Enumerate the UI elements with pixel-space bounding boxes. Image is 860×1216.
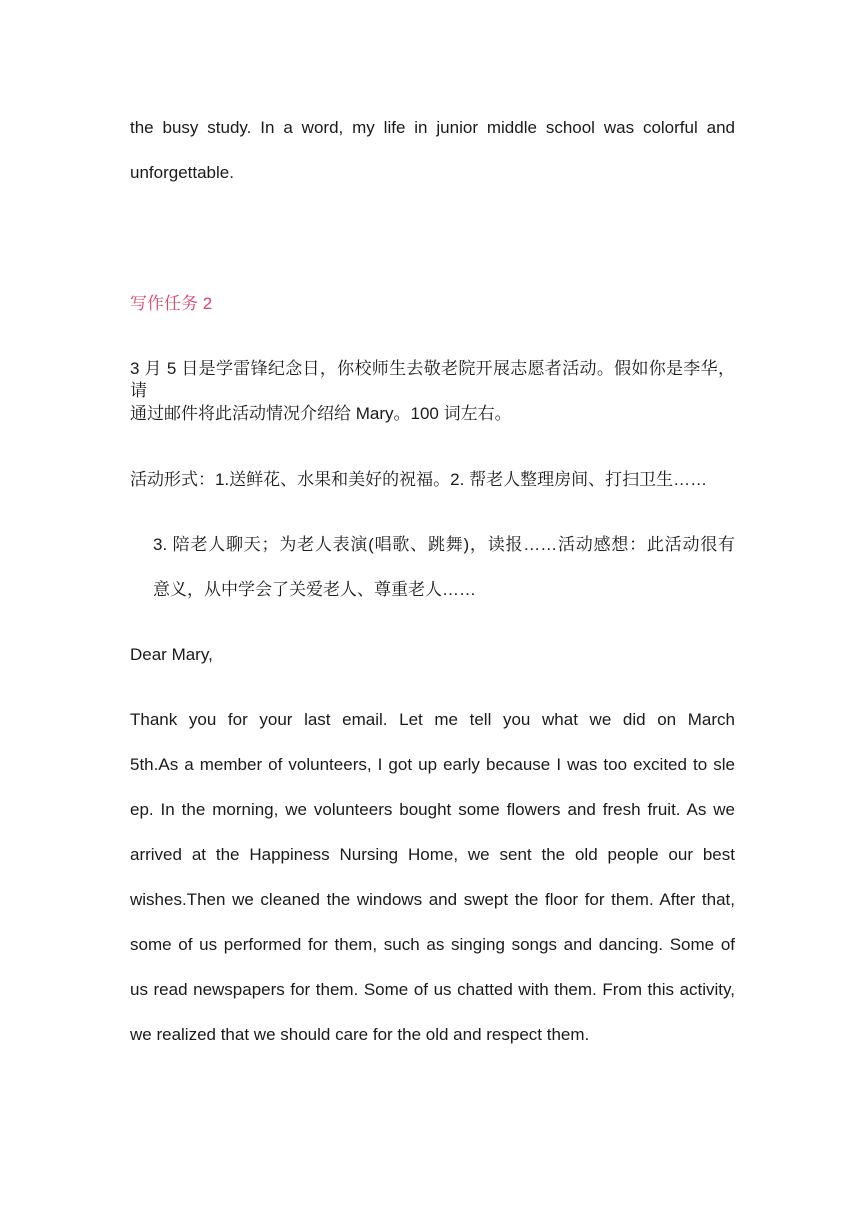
essay-continuation-line: unforgettable.: [130, 163, 234, 182]
essay-continuation-line: the busy study. In a word, my life in junior middle school was colorful and: [130, 118, 735, 137]
letter-body-line: us read newspapers for them. Some of us chatted with them. From this activity,: [130, 980, 735, 999]
activity-detail-line: 3. 陪老人聊天；为老人表演(唱歌、跳舞)，读报……活动感想：此活动很有: [153, 535, 735, 554]
letter-body-line: ep. In the morning, we volunteers bought some flowers and fresh fruit. As we: [130, 800, 735, 819]
activity-detail-line: 意义，从中学会了关爱老人、尊重老人……: [153, 580, 476, 599]
letter-greeting: Dear Mary,: [130, 645, 213, 664]
letter-body-line: some of us performed for them, such as singing songs and dancing. Some of: [130, 935, 735, 954]
task-prompt-line: 通过邮件将此活动情况介绍给 Mary。100 词左右。: [130, 404, 512, 423]
letter-body-line: wishes.Then we cleaned the windows and swept the floor for them. After that,: [130, 890, 735, 909]
task-heading: 写作任务 2: [130, 294, 213, 313]
letter-body-line: arrived at the Happiness Nursing Home, we sent the old people our best: [130, 845, 735, 864]
letter-body-line: Thank you for your last email. Let me tell you what we did on March: [130, 710, 735, 729]
letter-body-line: we realized that we should care for the old and respect them.: [130, 1025, 590, 1044]
letter-body-line: 5th.As a member of volunteers, I got up early because I was too excited to sle: [130, 755, 735, 774]
task-prompt-line: 3 月 5 日是学雷锋纪念日，你校师生去敬老院开展志愿者活动。假如你是李华，请: [130, 359, 735, 400]
activity-form: 活动形式：1.送鲜花、水果和美好的祝福。2. 帮老人整理房间、打扫卫生……: [130, 470, 708, 489]
